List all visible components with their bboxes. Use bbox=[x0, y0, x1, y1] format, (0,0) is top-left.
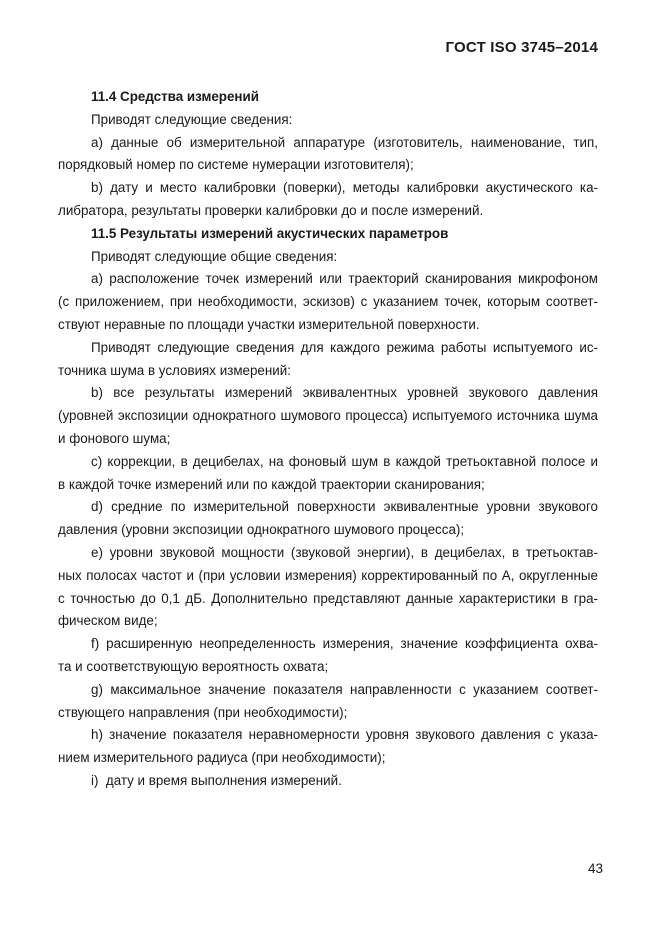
text-line: b) все результаты измерений эквивалентных уровней звукового давления bbox=[91, 385, 598, 401]
paragraph bbox=[58, 542, 598, 633]
text-line: давления (уровни экспозиции однократного шумового процесса); bbox=[58, 522, 465, 538]
text-line: та и соответствующую вероятность охвата; bbox=[58, 658, 329, 674]
text-line: нием измерительного радиуса (при необходимости); bbox=[58, 750, 386, 766]
text-line: точника шума в условиях измерений: bbox=[58, 362, 291, 378]
paragraph bbox=[58, 496, 598, 542]
paragraph bbox=[58, 770, 598, 793]
text-line: либратора, результаты проверки калибровки до и после измерений. bbox=[58, 202, 484, 218]
text-line: Приводят следующие общие сведения: bbox=[91, 248, 338, 264]
section-heading bbox=[58, 223, 598, 246]
text-line: и фонового шума; bbox=[58, 430, 171, 446]
text-line: c) коррекции, в децибелах, на фоновый шум в каждой третьоктавной полосе и bbox=[91, 453, 598, 469]
text-line: g) максимальное значение показателя направленности с указанием соответ- bbox=[91, 681, 598, 697]
text-line: e) уровни звуковой мощности (звуковой энергии), в децибелах, в третьоктав- bbox=[91, 544, 598, 560]
paragraph bbox=[58, 132, 598, 178]
section-heading bbox=[58, 86, 598, 109]
paragraph bbox=[58, 451, 598, 497]
running-header bbox=[58, 39, 598, 56]
text-line: а) расположение точек измерений или траекторий сканирования микрофоном bbox=[91, 271, 598, 287]
text-line: ствуют неравные по площади участки измерительной поверхности. bbox=[58, 316, 480, 332]
paragraph bbox=[58, 337, 598, 383]
text-line: Приводят следующие сведения для каждого режима работы испытуемого ис- bbox=[91, 339, 598, 355]
text-line: f) расширенную неопределенность измерения, значение коэффициента охва- bbox=[91, 636, 598, 652]
text-line: с точностью до 0,1 дБ. Дополнительно представляют данные характеристики в гра- bbox=[58, 590, 598, 606]
text-line: Приводят следующие сведения: bbox=[91, 111, 293, 127]
text-line: а) данные об измерительной аппаратуре (изготовитель, наименование, тип, bbox=[91, 134, 598, 150]
text-line: 11.4 Средства измерений bbox=[91, 89, 259, 104]
text-line: (с приложением, при необходимости, эскизов) с указанием точек, которым соответ- bbox=[58, 294, 598, 310]
text-line: порядковый номер по системе нумерации изготовителя); bbox=[58, 157, 414, 173]
page-number: 43 bbox=[587, 861, 603, 876]
paragraph bbox=[58, 382, 598, 450]
paragraph bbox=[58, 109, 598, 132]
paragraph bbox=[58, 679, 598, 725]
text-line: ствующего направления (при необходимости); bbox=[58, 704, 348, 720]
text-line: фическом виде; bbox=[58, 613, 158, 629]
paragraph bbox=[58, 268, 598, 336]
text-line: ных полосах частот и (при условии измерения) корректированный по A, округленные bbox=[58, 567, 598, 583]
text-line: b) дату и место калибровки (поверки), методы калибровки акустического ка- bbox=[91, 180, 598, 196]
paragraph bbox=[58, 633, 598, 679]
text-line: d) средние по измерительной поверхности эквивалентные уровни звукового bbox=[91, 499, 598, 515]
paragraph bbox=[58, 177, 598, 223]
text-line: h) значение показателя неравномерности уровня звукового давления с указа- bbox=[91, 727, 598, 743]
text-line: 11.5 Результаты измерений акустических параметров bbox=[91, 225, 449, 241]
paragraph bbox=[58, 724, 598, 770]
text-line: в каждой точке измерений или по каждой траектории сканирования; bbox=[58, 476, 485, 492]
paragraph bbox=[58, 246, 598, 269]
document-body bbox=[58, 86, 598, 793]
text-line: i) дату и время выполнения измерений. bbox=[91, 772, 342, 788]
text-line: (уровней экспозиции однократного шумового процесса) испытуемого источника шума bbox=[58, 408, 598, 424]
standard-code: ГОСТ ISO 3745–2014 bbox=[445, 39, 598, 56]
